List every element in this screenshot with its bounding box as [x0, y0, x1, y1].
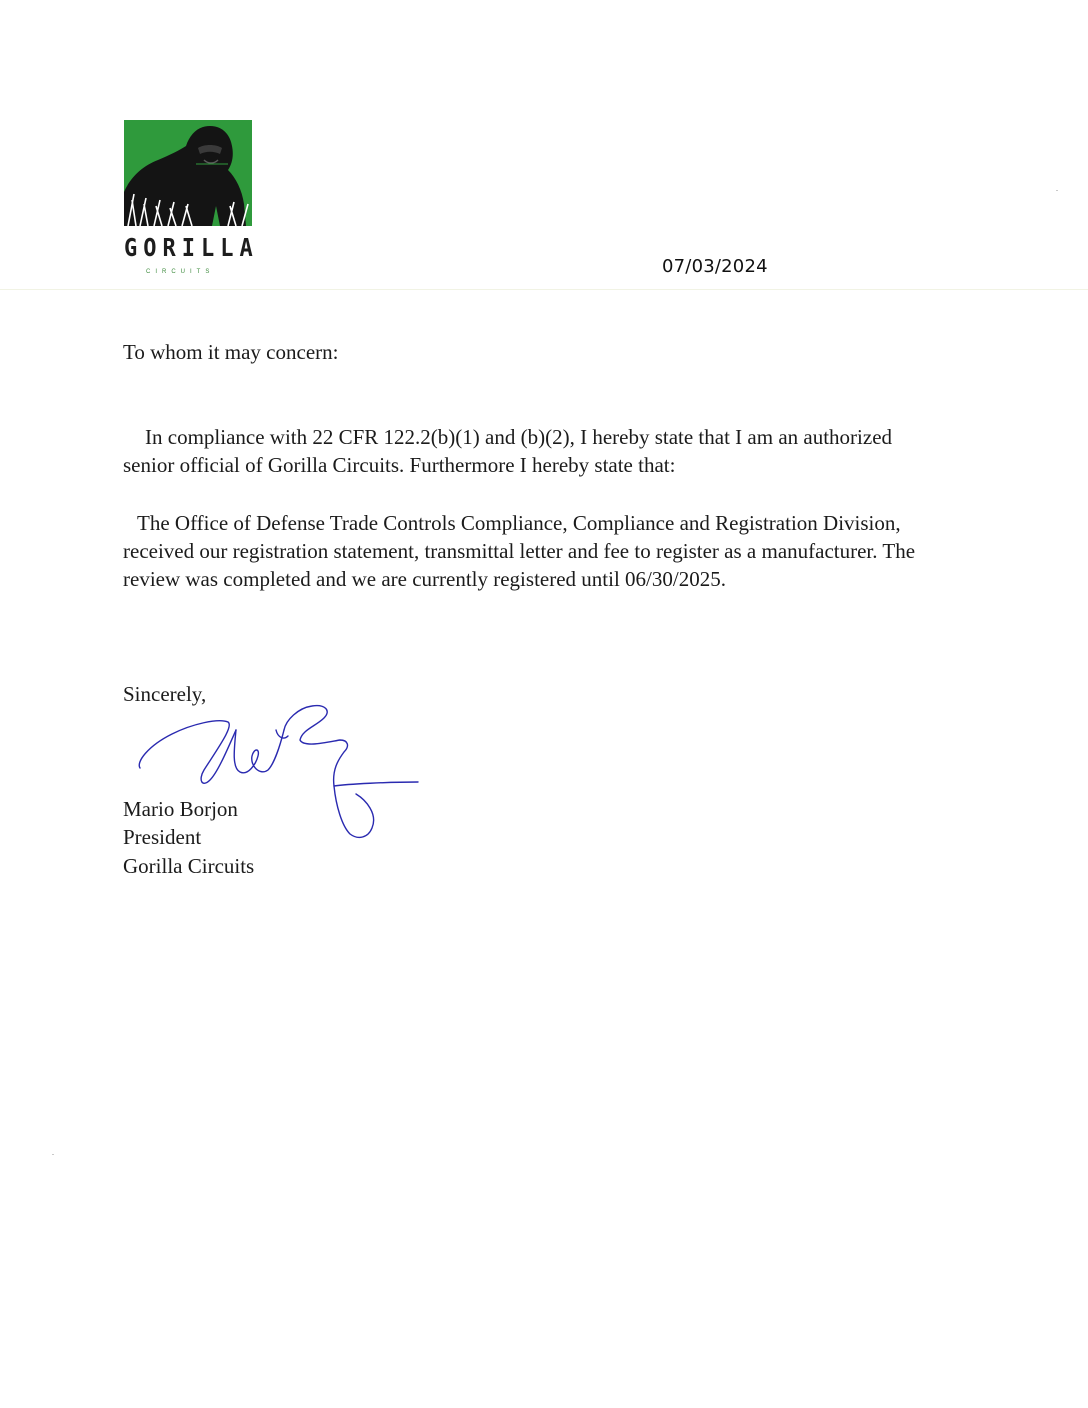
- logo-subtext: CIRCUITS: [146, 269, 215, 275]
- body-paragraph-1: In compliance with 22 CFR 122.2(b)(1) and (b)(2), I hereby state that I am an authorized senior official of Gorilla Circuits. Furthermore I hereby state that:: [123, 425, 893, 477]
- salutation: To whom it may concern:: [123, 340, 339, 364]
- gorilla-logo-icon: [124, 120, 252, 226]
- signer-company: Gorilla Circuits: [123, 854, 255, 878]
- closing: Sincerely,: [123, 682, 207, 706]
- logo-wordmark: GORILLA: [124, 234, 259, 263]
- company-logo: [124, 120, 259, 276]
- header-divider: [0, 289, 1088, 290]
- body-paragraph-2: The Office of Defense Trade Controls Compliance, Compliance and Registration Division, received our registration statement, transmittal letter and fee to register as a manufacturer. The review was completed and we are currently registered until 06/30/2025.: [123, 511, 916, 591]
- scan-speck: [1056, 190, 1058, 191]
- letter-date: 07/03/2024: [662, 256, 768, 277]
- signer-name: Mario Borjon: [123, 797, 238, 821]
- signer-title: President: [123, 825, 202, 849]
- scan-speck: [52, 1154, 54, 1155]
